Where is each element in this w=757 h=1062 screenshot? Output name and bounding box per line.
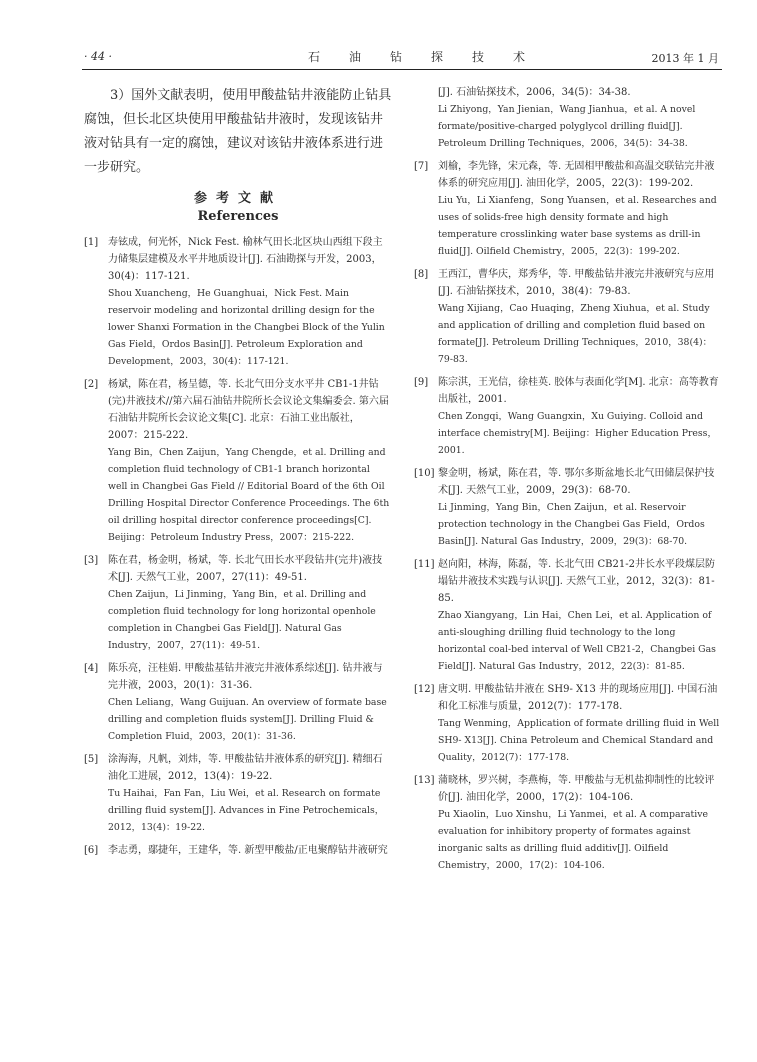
reference-item: [414, 84, 722, 152]
reference-number: [13]: [414, 775, 435, 786]
reference-list-left: [84, 234, 392, 859]
reference-text-cn: 陈乐亮，汪桂娟. 甲酸盐基钻井液完井液体系综述[J]. 钻井液与完井液，2003，20(1)：31-36.: [108, 663, 383, 691]
reference-number: [1]: [84, 237, 99, 248]
left-column: [84, 84, 392, 865]
issue-date: 2013 年 1 月: [651, 52, 719, 65]
header-rule: [82, 69, 722, 70]
reference-number: [7]: [414, 161, 429, 172]
reference-text-en: Pu Xiaolin，Luo Xinshu，Li Yanmei，et al. A comparative evaluation for inhibitory property of formates against inorganic salts as drilling fluid additiv[J]. Oilfield Chemistry，2000，17(2)：104-106.: [438, 809, 708, 871]
reference-item: [84, 376, 392, 546]
reference-item: [84, 751, 392, 836]
reference-text-cn: 杨斌，陈在君，杨呈德，等. 长北气田分支水平井 CB1-1井钻(完)井液技术//第六届石油钻井院所长会议论文集编委会. 第六届石油钻井院所长会议论文集[C]. 北京：石油工业出版社，2007：215-222.: [108, 379, 389, 441]
reference-text-cn: 李志勇，鄢捷年，王建华，等. 新型甲酸盐/正电聚醇钻井液研究: [108, 845, 388, 856]
reference-text-cn: 唐文明. 甲酸盐钻井液在 SH9- X13 井的现场应用[J]. 中国石油和化工标准与质量，2012(7)：177-178.: [438, 684, 718, 712]
reference-text-en: Liu Yu，Li Xianfeng，Song Yuansen，et al. Researches and uses of solids-free high density formate and high temperature crosslinking water base systems as drill-in fluid[J]. Oilfield Chemistry，2005，22(3)：199-202.: [438, 195, 717, 257]
reference-item: [414, 374, 722, 459]
references-title-cn: 参考文献: [193, 191, 282, 206]
reference-text-cn: 黎金明，杨斌，陈在君，等. 鄂尔多斯盆地长北气田储层保护技术[J]. 天然气工业，2009，29(3)：68-70.: [438, 468, 715, 496]
reference-text-en: Li Zhiyong，Yan Jienian，Wang Jianhua，et al. A novel formate/positive-charged polyglycol drilling fluid[J]. Petroleum Drilling Techniques，2006，34(5)：34-38.: [438, 104, 696, 149]
journal-name: 石油钻探技术: [308, 50, 555, 64]
reference-text-cn: [J]. 石油钻探技术，2006，34(5)：34-38.: [438, 87, 631, 98]
right-column: [414, 84, 722, 880]
conclusion-paragraph: 3）国外文献表明，使用甲酸盐钻井液能防止钻具腐蚀，但长北区块使用甲酸盐钻井液时，发现该钻井液对钻具有一定的腐蚀，建议对该钻井液体系进行进一步研究。: [84, 88, 392, 175]
reference-number: [4]: [84, 663, 99, 674]
reference-text-en: Zhao Xiangyang，Lin Hai，Chen Lei，et al. Application of anti-sloughing drilling fluid technology to the long horizontal coal-bed interval of Well CB21-2，Changbei Gas Field[J]. Natural Gas Industry，2012，22(3)：81-85.: [438, 610, 716, 672]
reference-text-en: Chen Zaijun，Li Jinming，Yang Bin，et al. Drilling and completion fluid technology for long horizontal openhole completion in Changbei Gas Field[J]. Natural Gas Industry，2007，27(11)：49-51.: [108, 589, 376, 651]
reference-list-right: [414, 84, 722, 874]
reference-item: [84, 552, 392, 654]
reference-item: [414, 772, 722, 874]
reference-text-en: Chen Zongqi，Wang Guangxin，Xu Guiying. Colloid and interface chemistry[M]. Beijing：Higher Education Press，2001.: [438, 411, 717, 456]
reference-item: [414, 556, 722, 675]
reference-text-en: Yang Bin，Chen Zaijun，Yang Chengde，et al. Drilling and completion fluid technology of CB1-1 branch horizontal well in Changbei Gas Field // Editorial Board of the 6th Oil Drilling Hospital Director Conference Proceedings. The 6th oil drilling hospital director conference proceedings[C]. Beijing：Petroleum Industry Press，2007：215-222.: [108, 447, 390, 543]
reference-text-cn: 涂海海，凡帆，刘炜，等. 甲酸盐钻井液体系的研究[J]. 精细石油化工进展，2012，13(4)：19-22.: [108, 754, 383, 782]
reference-number: [10]: [414, 468, 435, 479]
reference-number: [11]: [414, 559, 435, 570]
reference-number: [3]: [84, 555, 99, 566]
reference-number: [12]: [414, 684, 435, 695]
reference-text-cn: 寿铉成，何光怀，Nick Fest. 榆林气田长北区块山西组下段主力储集层建模及水平井地质设计[J]. 石油勘探与开发，2003，30(4)：117-121.: [108, 237, 383, 282]
reference-text-en: Shou Xuancheng，He Guanghuai，Nick Fest. Main reservoir modeling and horizontal drilling design for the lower Shanxi Formation in the Changbei Block of the Yulin Gas Field，Ordos Basin[J]. Petroleum Exploration and Development，2003，30(4)：117-121.: [108, 288, 385, 367]
reference-item: [84, 660, 392, 745]
reference-text-en: Tang Wenming，Application of formate drilling fluid in Well SH9- X13[J]. China Petroleum and Chemical Standard and Quality，2012(7)：177-178.: [438, 718, 720, 763]
reference-text-en: Li Jinming，Yang Bin，Chen Zaijun，et al. Reservoir protection technology in the Changbei Gas Field，Ordos Basin[J]. Natural Gas Industry，2009，29(3)：68-70.: [438, 502, 705, 547]
reference-text-cn: 陈宗淇，王光信，徐桂英. 胶体与表面化学[M]. 北京：高等教育出版社，2001.: [438, 377, 719, 405]
reference-item: [414, 266, 722, 368]
reference-item: [84, 842, 392, 859]
reference-text-en: Chen Leliang，Wang Guijuan. An overview of formate base drilling and completion fluids system[J]. Drilling Fluid & Completion Fluid，2003，20(1)：31-36.: [108, 697, 387, 742]
reference-text-cn: 蒲晓林，罗兴树，李燕梅，等. 甲酸盐与无机盐抑制性的比较评价[J]. 油田化学，2000，17(2)：104-106.: [438, 775, 715, 803]
references-title-en: References: [197, 209, 279, 224]
reference-number: [8]: [414, 269, 429, 280]
reference-text-cn: 王西江，曹华庆，郑秀华，等. 甲酸盐钻井液完井液研究与应用[J]. 石油钻探技术，2010，38(4)：79-83.: [438, 269, 715, 297]
reference-text-cn: 赵向阳，林海，陈磊，等. 长北气田 CB21-2井长水平段煤层防塌钻井液技术实践与认识[J]. 天然气工业，2012，32(3)：81-85.: [438, 559, 716, 604]
reference-number: [9]: [414, 377, 429, 388]
page-number: · 44 ·: [84, 50, 112, 63]
reference-text-cn: 陈在君，杨金明，杨斌，等. 长北气田长水平段钻井(完井)液技术[J]. 天然气工业，2007，27(11)：49-51.: [108, 555, 383, 583]
reference-number: [5]: [84, 754, 99, 765]
reference-item: [414, 158, 722, 260]
reference-text-en: Tu Haihai，Fan Fan，Liu Wei，et al. Research on formate drilling fluid system[J]. Advances in Fine Petrochemicals，2012，13(4)：19-22.: [108, 788, 385, 833]
reference-text-en: Wang Xijiang，Cao Huaqing，Zheng Xiuhua，et al. Study and application of drilling and completion fluid based on formate[J]. Petroleum Drilling Techniques，2010，38(4)：79-83.: [438, 303, 712, 365]
reference-item: [84, 234, 392, 370]
reference-item: [414, 465, 722, 550]
reference-item: [414, 681, 722, 766]
reference-number: [6]: [84, 845, 99, 856]
reference-text-cn: 刘榆，李先锋，宋元森，等. 无固相甲酸盐和高温交联钻完井液体系的研究应用[J]. 油田化学，2005，22(3)：199-202.: [438, 161, 715, 189]
reference-number: [2]: [84, 379, 99, 390]
page-header: [84, 48, 719, 68]
